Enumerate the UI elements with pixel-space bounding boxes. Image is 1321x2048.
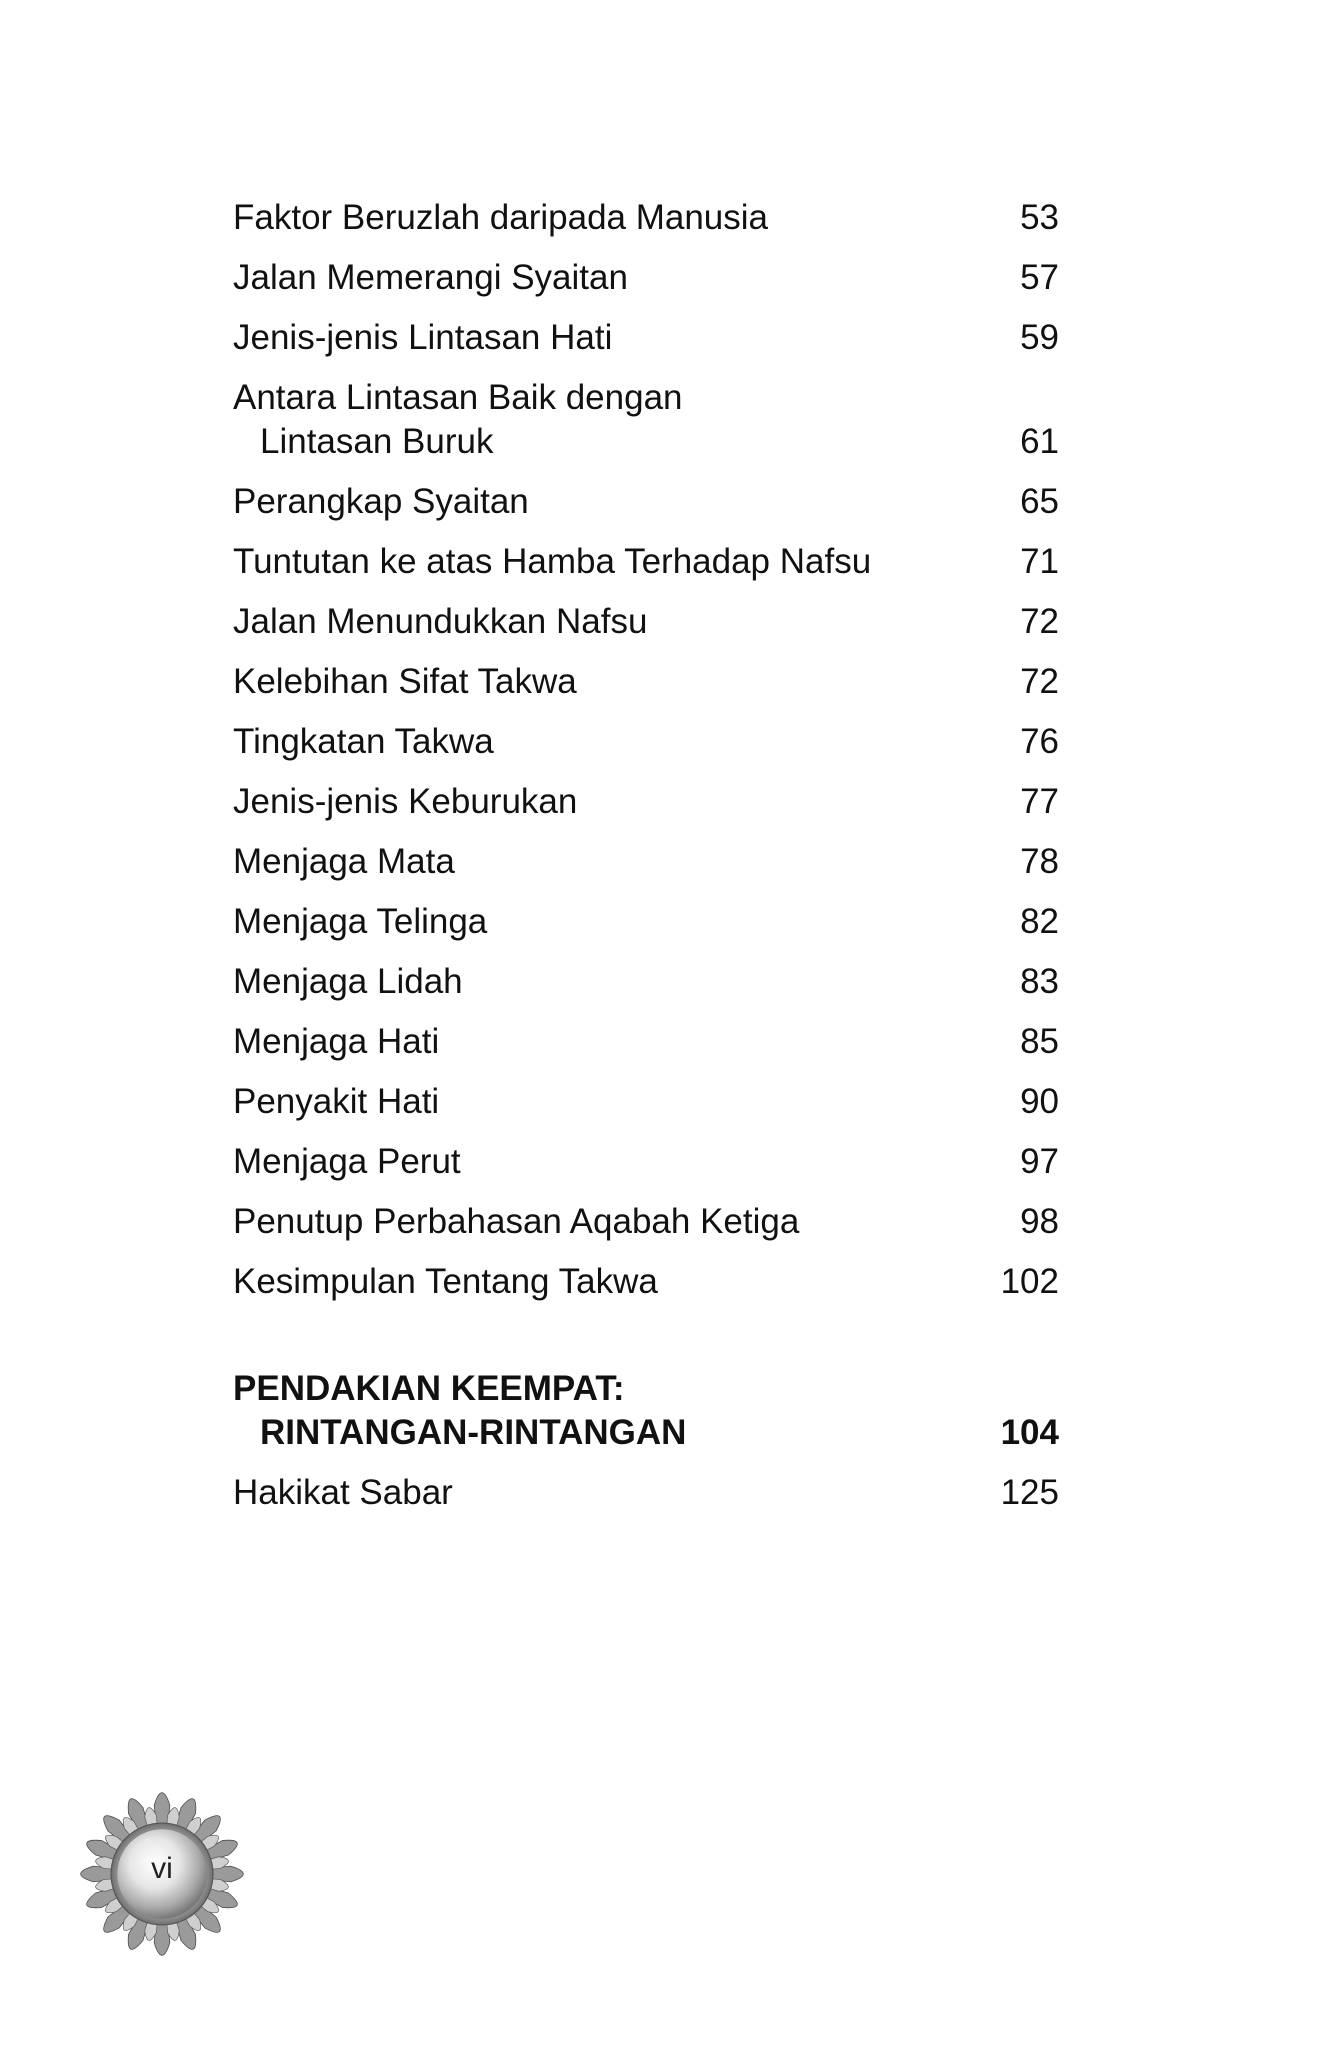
toc-page-number: 72 — [1020, 602, 1059, 641]
toc-page-number: 85 — [1020, 1022, 1059, 1061]
toc-page-number: 78 — [1020, 842, 1059, 881]
toc-entry-title: Menjaga Perut — [233, 1142, 461, 1181]
toc-entry — [233, 316, 1059, 360]
toc-entry — [233, 540, 1059, 584]
toc-entry-title: Faktor Beruzlah daripada Manusia — [233, 198, 769, 237]
toc-entry-title: Jalan Menundukkan Nafsu — [233, 602, 648, 641]
toc-entry — [233, 960, 1059, 1004]
toc-page-number: 77 — [1020, 782, 1059, 821]
toc-entry-title: Menjaga Mata — [233, 842, 455, 881]
toc-page-number: 72 — [1020, 662, 1059, 701]
toc-entry-title: Tingkatan Takwa — [233, 722, 494, 761]
toc-page-number: 53 — [1020, 198, 1059, 237]
toc-entry-title: Kesimpulan Tentang Takwa — [233, 1262, 658, 1301]
toc-page-number: 57 — [1020, 258, 1059, 297]
toc-page-number: 125 — [1000, 1473, 1059, 1512]
toc-page-number: 65 — [1020, 482, 1059, 521]
table-of-contents — [233, 196, 1059, 1531]
toc-entry — [233, 256, 1059, 300]
toc-page-number: 71 — [1020, 542, 1059, 581]
toc-entry-title: Jenis-jenis Keburukan — [233, 782, 578, 821]
toc-entry-title: Menjaga Hati — [233, 1022, 440, 1061]
toc-page-number: 90 — [1020, 1082, 1059, 1121]
toc-page-number: 104 — [1000, 1413, 1059, 1452]
toc-page-number: 59 — [1020, 318, 1059, 357]
toc-entry — [233, 900, 1059, 944]
toc-page-number: 82 — [1020, 902, 1059, 941]
toc-entry — [233, 1200, 1059, 1244]
toc-entry — [233, 720, 1059, 764]
toc-page-number: 97 — [1020, 1142, 1059, 1181]
page-number: vi — [151, 1852, 173, 1885]
toc-entry-title: Lintasan Buruk — [260, 422, 494, 461]
toc-entry-title: Perangkap Syaitan — [233, 482, 529, 521]
toc-entry — [233, 1080, 1059, 1124]
toc-entry — [233, 660, 1059, 704]
toc-entry — [233, 1260, 1059, 1304]
toc-entry-title: Menjaga Telinga — [233, 902, 488, 941]
toc-entry-title: Penyakit Hati — [233, 1082, 440, 1121]
toc-entry — [233, 1471, 1059, 1515]
toc-page-number: 76 — [1020, 722, 1059, 761]
toc-entry — [233, 1020, 1059, 1064]
toc-entry — [233, 840, 1059, 884]
toc-entry — [233, 780, 1059, 824]
toc-page-number: 102 — [1000, 1262, 1059, 1301]
toc-entry-title: Menjaga Lidah — [233, 962, 463, 1001]
toc-entry — [233, 1140, 1059, 1184]
toc-page-number: 83 — [1020, 962, 1059, 1001]
toc-entry-title: Penutup Perbahasan Aqabah Ketiga — [233, 1202, 800, 1241]
toc-entry — [233, 600, 1059, 644]
toc-entry-title: Tuntutan ke atas Hamba Terhadap Nafsu — [233, 542, 872, 581]
toc-entry-title: Jalan Memerangi Syaitan — [233, 258, 628, 297]
toc-page-number: 61 — [1020, 422, 1059, 461]
toc-entry — [233, 376, 1059, 464]
toc-entry — [233, 196, 1059, 240]
toc-entry-title: Hakikat Sabar — [233, 1473, 453, 1512]
toc-entry-title: Jenis-jenis Lintasan Hati — [233, 318, 613, 357]
toc-entry-title: RINTANGAN-RINTANGAN — [260, 1413, 687, 1452]
toc-entry-title: PENDAKIAN KEEMPAT: — [233, 1369, 625, 1408]
toc-page-number: 98 — [1020, 1202, 1059, 1241]
toc-entry-title: Antara Lintasan Baik dengan — [233, 378, 683, 417]
toc-section-heading — [233, 1367, 1059, 1455]
toc-entry — [233, 480, 1059, 524]
toc-entry-title: Kelebihan Sifat Takwa — [233, 662, 577, 701]
